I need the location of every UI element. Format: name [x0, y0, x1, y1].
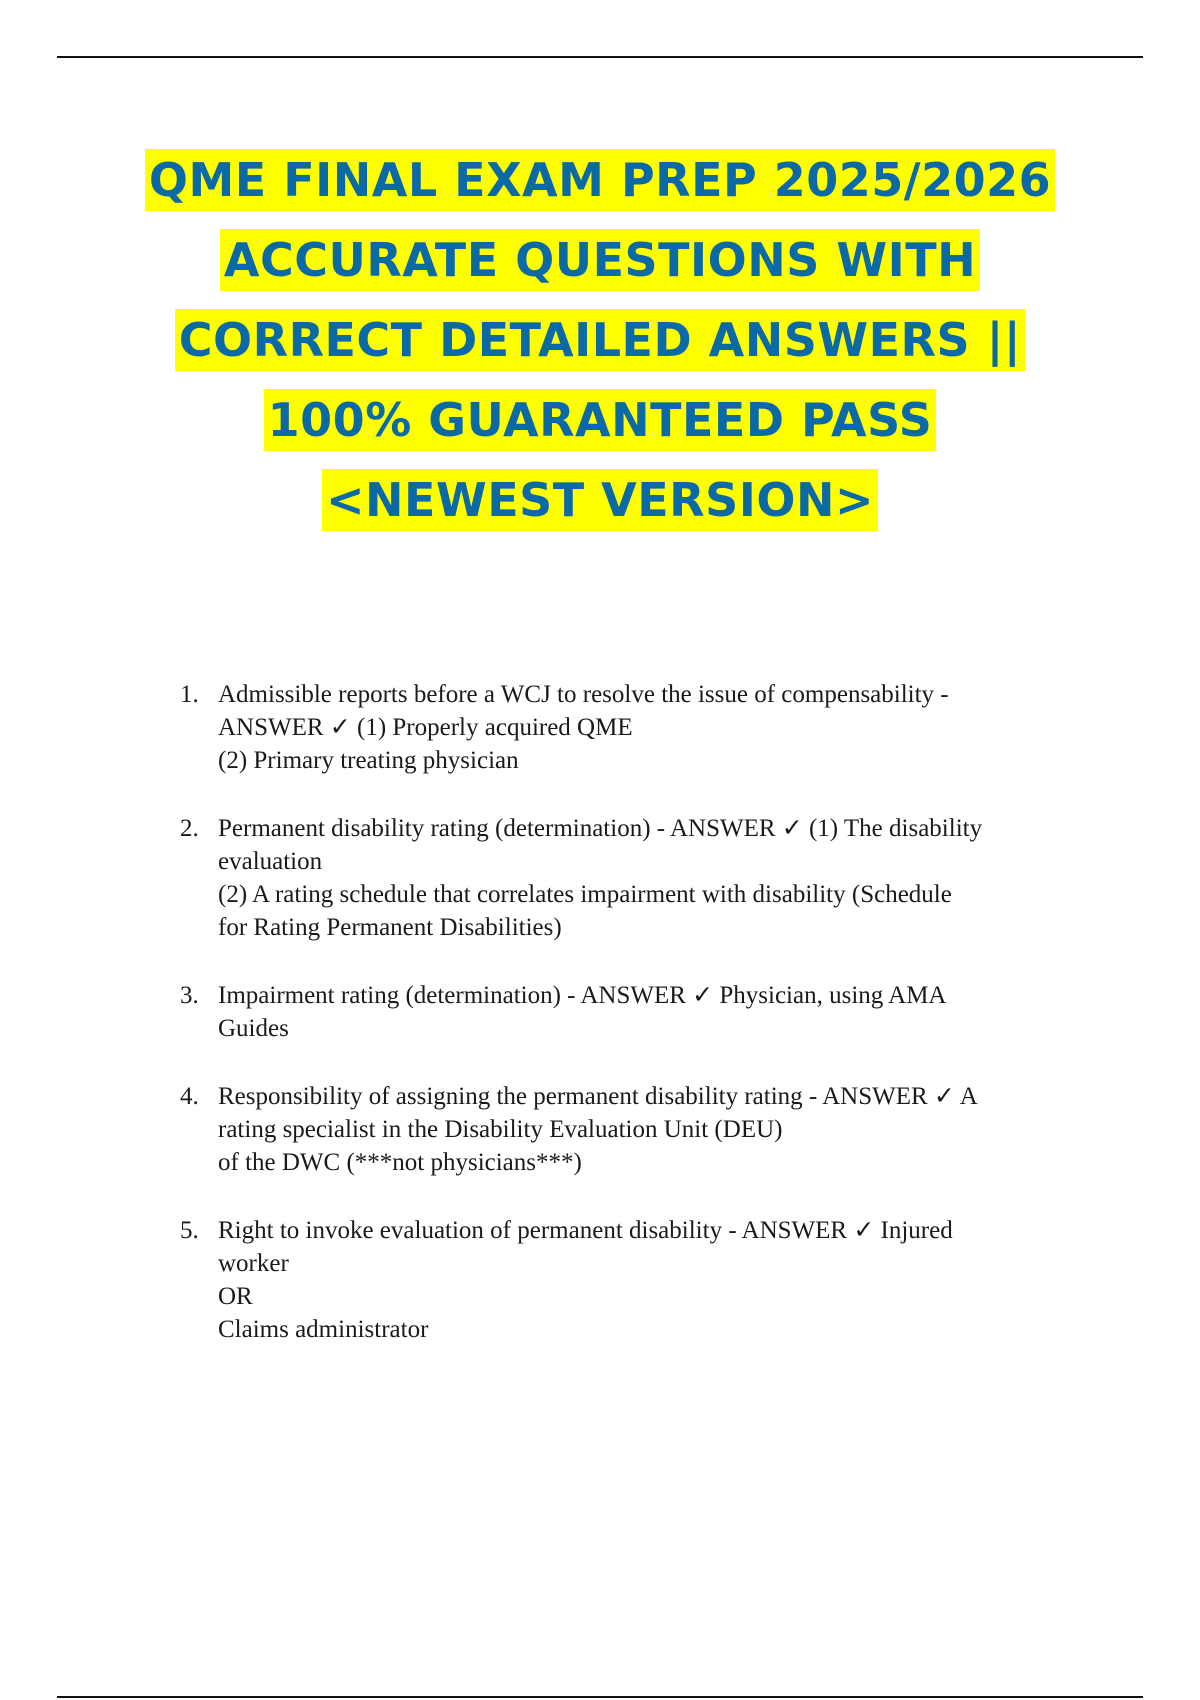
title-line-2: ACCURATE QUESTIONS WITH: [100, 226, 1100, 306]
item-text-line: OR: [218, 1283, 253, 1310]
title-line-5: <NEWEST VERSION>: [100, 466, 1100, 546]
item-number: 1.: [180, 681, 199, 708]
item-text-line: evaluation: [218, 848, 323, 875]
item-text-line: Permanent disability rating (determination) - ANSWER ✓ (1) The disability: [218, 815, 983, 842]
item-number: 4.: [180, 1083, 199, 1110]
item-text-line: of the DWC (***not physicians***): [218, 1149, 582, 1176]
list-item: [180, 979, 1085, 1045]
item-text-line: Admissible reports before a WCJ to resolve the issue of compensability -: [218, 681, 949, 708]
top-rule: [57, 56, 1143, 58]
item-text-line: Impairment rating (determination) - ANSWER ✓ Physician, using AMA: [218, 982, 947, 1009]
title-line-4: 100% GUARANTEED PASS: [100, 386, 1100, 466]
bottom-rule: [57, 1696, 1143, 1698]
item-text-line: for Rating Permanent Disabilities): [218, 914, 562, 941]
item-text-line: Right to invoke evaluation of permanent disability - ANSWER ✓ Injured: [218, 1217, 953, 1244]
item-text-line: (2) Primary treating physician: [218, 747, 519, 774]
title-line-3: CORRECT DETAILED ANSWERS ||: [100, 306, 1100, 386]
item-text-line: ANSWER ✓ (1) Properly acquired QME: [218, 714, 633, 741]
list-item: [180, 812, 1085, 944]
item-number: 2.: [180, 815, 199, 842]
question-answer-list: [180, 678, 1085, 1381]
item-number: 3.: [180, 982, 199, 1009]
item-text-line: Responsibility of assigning the permanent disability rating - ANSWER ✓ A: [218, 1083, 978, 1110]
list-item: [180, 1214, 1085, 1346]
list-item: [180, 678, 1085, 777]
list-item: [180, 1080, 1085, 1179]
item-text-line: Claims administrator: [218, 1316, 429, 1343]
title-line-1: QME FINAL EXAM PREP 2025/2026: [100, 146, 1100, 226]
item-text-line: rating specialist in the Disability Evaluation Unit (DEU): [218, 1116, 783, 1143]
item-text-line: (2) A rating schedule that correlates impairment with disability (Schedule: [218, 881, 952, 908]
item-number: 5.: [180, 1217, 199, 1244]
document-title: [100, 146, 1100, 546]
item-text-line: worker: [218, 1250, 289, 1277]
item-text-line: Guides: [218, 1015, 289, 1042]
